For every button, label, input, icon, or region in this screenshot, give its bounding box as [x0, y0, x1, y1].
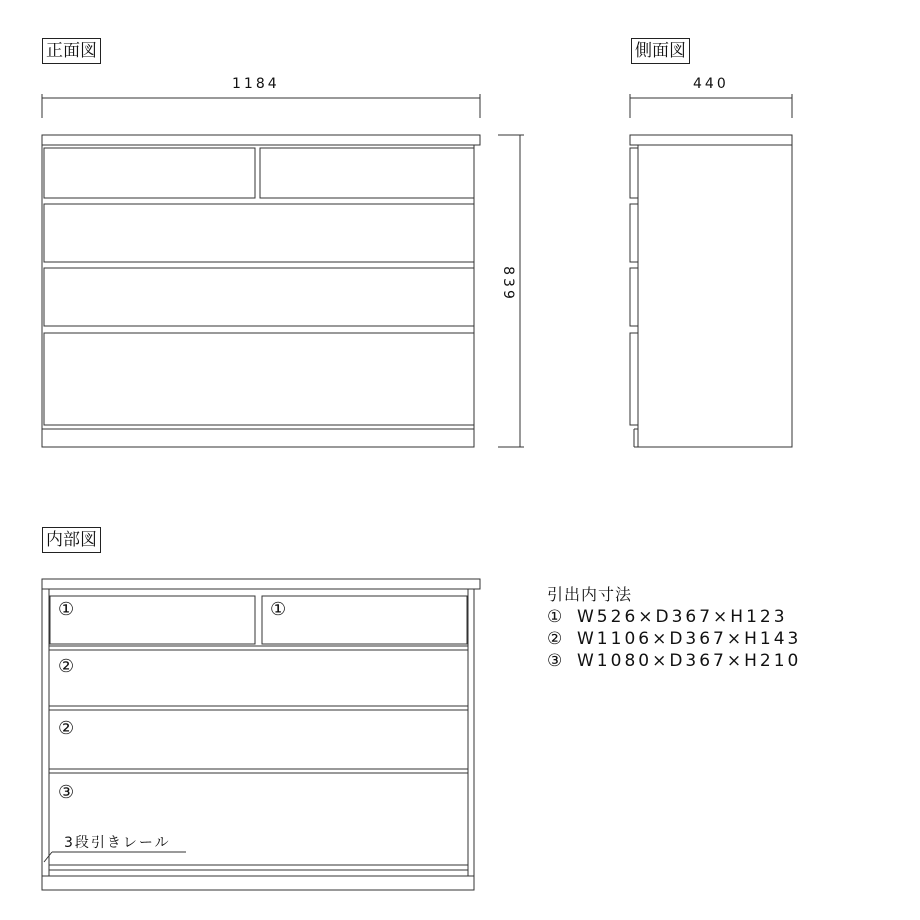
spec-text: W1106×D367×H143 [577, 629, 802, 649]
spec-text: W1080×D367×H210 [577, 651, 802, 671]
spec-title: 引出内寸法 [547, 585, 633, 604]
front-view-label: 正面図 [42, 38, 101, 64]
spec-mark: ③ [547, 651, 563, 671]
spec-row [547, 650, 801, 672]
spec-row [547, 628, 801, 650]
depth-dimension: 440 [693, 76, 729, 92]
front-drawer-3 [44, 268, 474, 326]
spec-text: W526×D367×H123 [577, 607, 788, 627]
interior-view-label: 内部図 [42, 527, 101, 553]
height-dimension: 839 [499, 266, 516, 302]
front-view-drawing [42, 94, 524, 447]
drawer-mark: ③ [58, 782, 75, 803]
drawer-mark: ① [270, 599, 287, 620]
spec-mark: ① [547, 607, 563, 627]
spec-mark: ② [547, 629, 563, 649]
drawer-spec [547, 584, 801, 672]
side-view-label: 側面図 [631, 38, 690, 64]
interior-drawer-1-right [262, 596, 467, 644]
front-drawer-4 [44, 333, 474, 425]
side-view-drawing [630, 94, 792, 447]
width-dimension: 1184 [232, 76, 280, 92]
front-drawer-2 [44, 204, 474, 262]
spec-row [547, 606, 801, 628]
interior-drawer-1-left [50, 596, 255, 644]
drawer-mark: ② [58, 656, 75, 677]
front-drawer-top-left [44, 148, 255, 198]
front-drawer-top-right [260, 148, 474, 198]
rail-note: 3段引きレール [64, 835, 171, 851]
drawer-mark: ① [58, 599, 75, 620]
drawer-mark: ② [58, 718, 75, 739]
